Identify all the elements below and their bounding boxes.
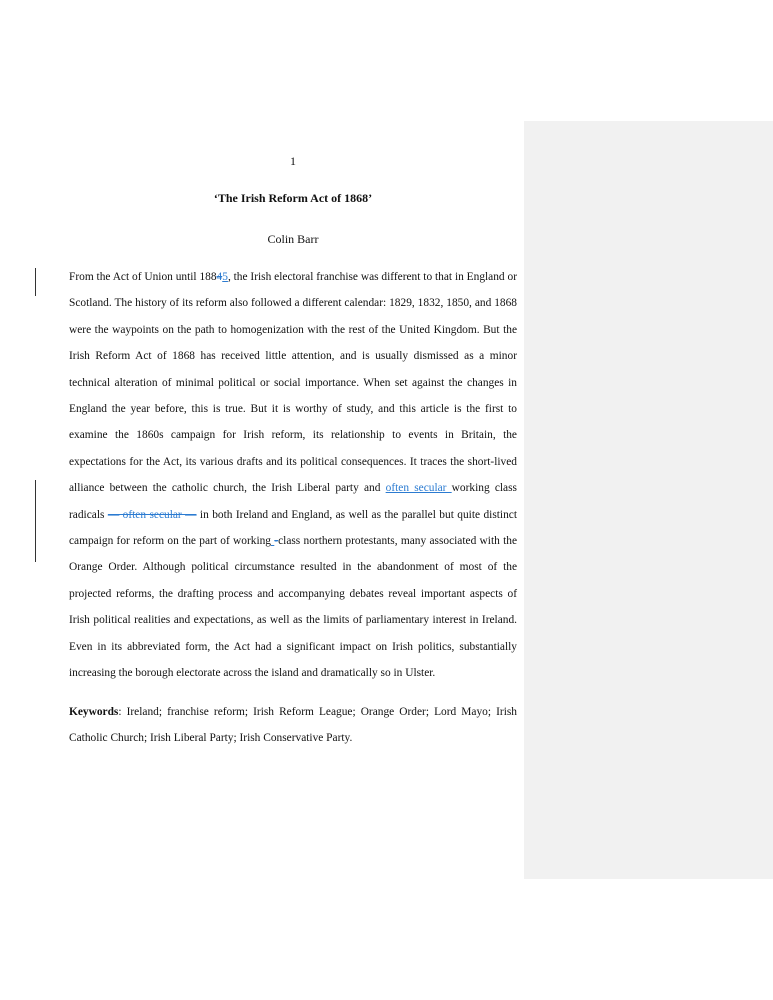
- keywords-label: Keywords: [69, 706, 119, 718]
- abstract-text: From the Act of Union until 188: [69, 271, 217, 283]
- abstract-text: , the Irish electoral franchise was different to that in England or Scotland. The history of its reform also followed a different calendar: 1829, 1832, 1850, and 1868 were the waypoints on the path to homogenization with the rest of the United Kingdom. But the Irish Reform Act of 1868 has received little attention, and is usually dismissed as a minor technical alteration of minimal political or social importance. When set against the changes in England the year before, this is true. But it is worthy of study, and this article is the first to examine the 1860s campaign for Irish reform, its relationship to events in Britain, the expectations for the Act, its various drafts and its political consequences. It traces the short-lived alliance between the catholic church, the Irish Liberal party and: [69, 271, 517, 495]
- keywords-text: : Ireland; franchise reform; Irish Reform League; Orange Order; Lord Mayo; Irish Catholic Church; Irish Liberal Party; Irish Conservative Party.: [69, 706, 517, 745]
- tracked-insertion[interactable]: often secular: [385, 482, 452, 495]
- keywords-paragraph[interactable]: [69, 699, 517, 752]
- abstract-text: working class radicals: [69, 482, 517, 521]
- tracked-deletion[interactable]: — often secular —: [107, 508, 197, 521]
- tracked-insertion[interactable]: 5: [222, 271, 228, 283]
- author-name: Colin Barr: [267, 232, 319, 246]
- change-bar: [35, 480, 36, 562]
- abstract-text: class northern protestants, many associated with the Orange Order. Although political circumstance resulted in the abandonment of most of the projected reforms, the drafting process and accompanying debates reveal important aspects of Irish political realities and expectations, as well as the limits of parliamentary interest in Ireland. Even in its abbreviated form, the Act had a significant impact on Irish politics, substantially increasing the borough electorate across the island and dramatically so in Ulster.: [69, 535, 517, 680]
- page-number: 1: [290, 154, 296, 168]
- change-bar: [35, 268, 36, 296]
- comment-pane: [524, 121, 773, 879]
- abstract-text: in both Ireland and England, as well as the parallel but quite distinct campaign for reform on the part of working: [69, 508, 517, 548]
- abstract-paragraph[interactable]: [69, 264, 517, 687]
- document-title: ‘The Irish Reform Act of 1868’: [213, 191, 373, 205]
- tracked-deletion[interactable]: 4: [216, 271, 223, 283]
- tracked-deletion[interactable]: -: [274, 535, 279, 548]
